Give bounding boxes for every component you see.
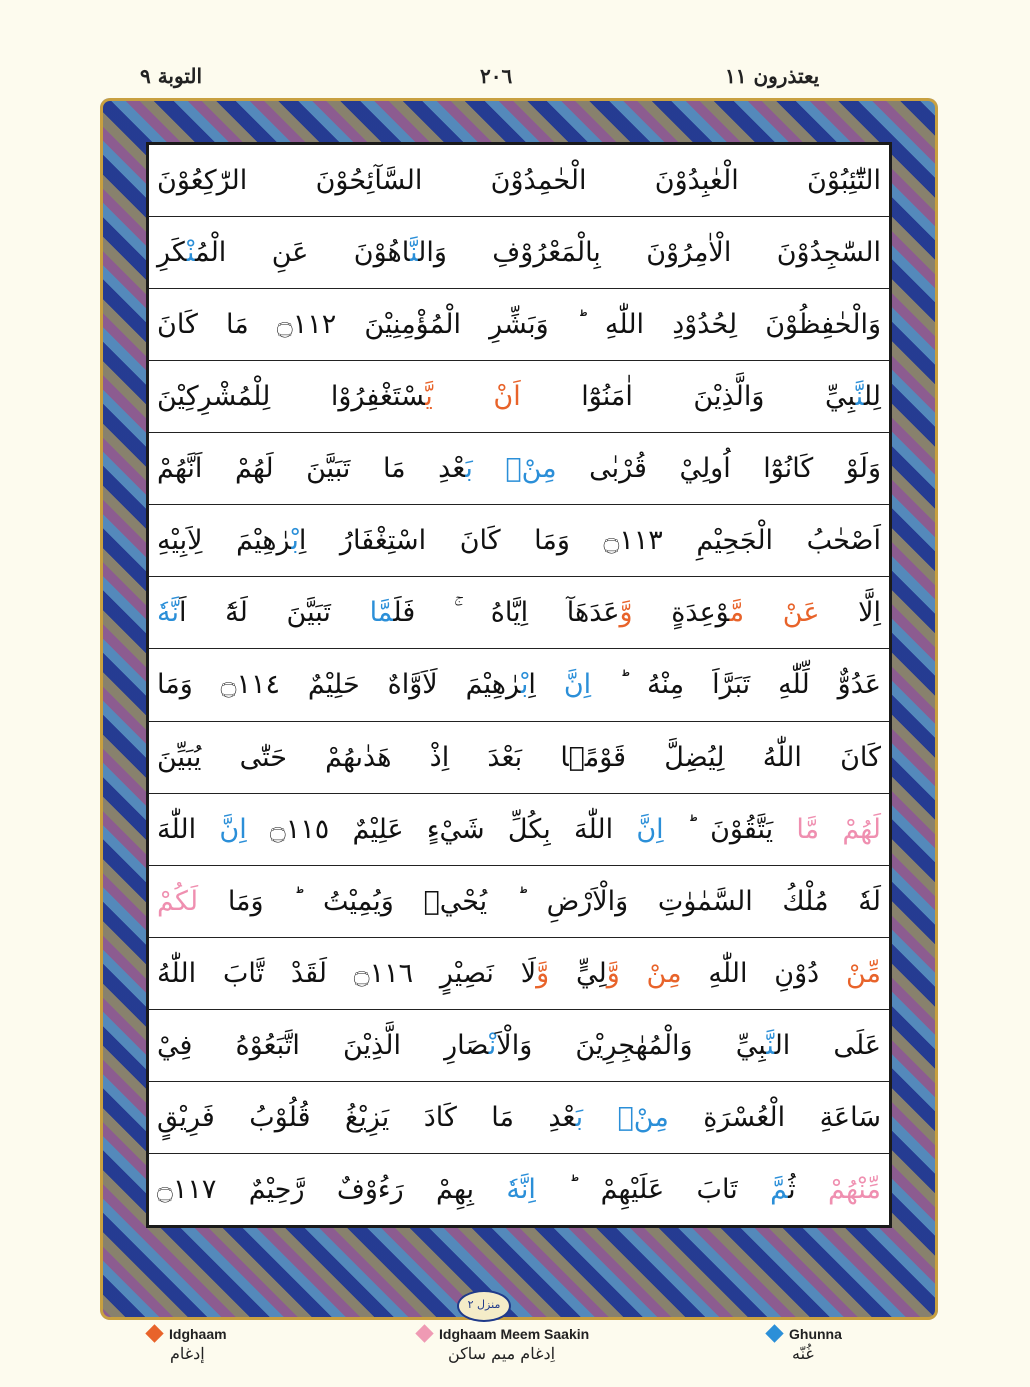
- text-line: [149, 722, 889, 794]
- text-segment: اهُوْنَ عَنِ الْمُ: [194, 237, 410, 269]
- text-segment: صَارِ الَّذِيْنَ اتَّبَعُوْهُ فِيْ: [157, 1029, 489, 1061]
- text-line: [149, 577, 889, 649]
- text-line: [149, 1010, 889, 1082]
- text-segment: اِلَّا: [819, 596, 881, 628]
- text-segment: سْتَغْفِرُوْا لِلْمُشْرِكِيْنَ: [157, 381, 426, 413]
- surah-name: التوبة ٩: [140, 64, 203, 88]
- text-segment: وْعِدَةٍ: [632, 596, 730, 628]
- tajweed-highlight: لَهُمْ مَّا: [796, 813, 881, 845]
- text-line: [149, 794, 889, 866]
- tajweed-highlight: وَّ: [619, 596, 633, 628]
- manzil-medallion: منزل ٢: [457, 1290, 511, 1322]
- legend-label: Idghaam: [169, 1326, 227, 1342]
- text-line: [149, 649, 889, 721]
- tajweed-highlight: مِنْۢ بَ: [465, 453, 557, 485]
- diamond-icon: [145, 1324, 163, 1342]
- tajweed-highlight: نَّ: [855, 381, 864, 413]
- tajweed-highlight: نْ: [488, 1029, 497, 1061]
- tajweed-highlight: نَّ: [409, 237, 419, 269]
- tajweed-highlight: مَّ: [770, 1173, 789, 1205]
- text-line: [149, 217, 889, 289]
- tajweed-highlight: مِنْ وَّ: [606, 957, 682, 989]
- text-segment: لَهٗ مُلْكُ السَّمٰوٰتِ وَالْاَرْضِ ؕ يُحْيٖ وَيُمِيْتُ ؕ وَمَا: [198, 885, 881, 917]
- verse-text: [157, 886, 881, 917]
- tajweed-highlight: اِنَّ: [636, 813, 664, 845]
- tajweed-highlight: عَنْ مَّ: [729, 596, 820, 628]
- text-segment: السّٰجِدُوْنَ الْاٰمِرُوْنَ بِالْمَعْرُوْفِ وَال: [418, 237, 881, 269]
- tajweed-highlight: مِّنْهُمْ: [827, 1173, 881, 1205]
- verse-text: [157, 597, 881, 629]
- text-line: [149, 505, 889, 577]
- text-segment: عَدُوٌّ لِّلّٰهِ تَبَرَّاَ مِنْهُ ؕ: [591, 669, 881, 701]
- verse-text: [157, 958, 881, 989]
- tajweed-highlight: بْ: [291, 525, 299, 557]
- tajweed-highlight: مِّنْ: [846, 957, 882, 989]
- text-segment: بِيِّ وَالَّذِيْنَ اٰمَنُوْٓا: [520, 381, 856, 413]
- text-segment: كَانَ اللّٰهُ لِيُضِلَّ قَوْمًۢا بَعْدَ اِذْ هَدٰىهُمْ حَتّٰى يُبَيِّنَ: [157, 741, 881, 773]
- verse-text: [157, 1030, 881, 1061]
- tajweed-highlight: نَّ: [766, 1029, 775, 1061]
- diamond-icon: [765, 1324, 783, 1342]
- text-segment: وَالْحٰفِظُوْنَ لِحُدُوْدِ اللّٰهِ ؕ وَبَشِّرِ الْمُؤْمِنِيْنَ ۝١١٢ مَا كَانَ: [157, 309, 881, 341]
- text-segment: عَدَهَآ اِيَّاهُ ۚ فَلَ: [393, 596, 620, 628]
- text-segment: سَاعَةِ الْعُسْرَةِ: [668, 1101, 881, 1133]
- tajweed-highlight: وَّ: [536, 957, 550, 989]
- legend-label-arabic: اِدغام میم ساکن: [448, 1344, 556, 1363]
- verse-text: [157, 1174, 881, 1205]
- text-segment: لَا نَصِيْرٍ ۝١١٦ لَقَدْ تَّابَ اللّٰهُ: [157, 957, 537, 989]
- verse-text: [157, 669, 881, 700]
- text-segment: بِهِمْ رَءُوْفٌ رَّحِيْمٌ ۝١١٧: [157, 1173, 507, 1205]
- legend-label-arabic: إدغام: [170, 1344, 205, 1363]
- legend-idghaam: [148, 1326, 227, 1363]
- text-line: [149, 1082, 889, 1154]
- text-segment: عَلَى ال: [774, 1029, 881, 1061]
- tajweed-highlight: لَكُمْ: [157, 885, 199, 917]
- legend-label: Ghunna: [789, 1326, 842, 1342]
- tajweed-highlight: اَنْ يَّ: [425, 381, 521, 413]
- text-segment: وَلَوْ كَانُوْٓا اُولِيْ قُرْبٰى: [556, 453, 881, 485]
- tajweed-highlight: مَّا: [369, 596, 394, 628]
- verse-text: [157, 381, 881, 412]
- text-segment: رٰهِيْمَ لَاَوَّاهٌ حَلِيْمٌ ۝١١٤ وَمَا: [157, 669, 521, 701]
- tajweed-highlight: مِنْۢ بَ: [575, 1101, 669, 1133]
- text-segment: اللّٰهَ: [157, 813, 220, 845]
- text-segment: ثُ: [788, 1173, 828, 1205]
- tajweed-highlight: نْ: [186, 237, 195, 269]
- page-number: ٢٠٦: [480, 64, 513, 88]
- text-line: [149, 866, 889, 938]
- tajweed-highlight: بْ: [520, 669, 529, 701]
- text-segment: عْدِ مَا تَبَيَّنَ لَهُمْ اَنَّهُمْ: [157, 453, 466, 485]
- text-segment: اَصْحٰبُ الْجَحِيْمِ ۝١١٣ وَمَا كَانَ اسْتِغْفَارُ اِ: [298, 525, 881, 557]
- tajweed-highlight: اِنَّهٗ: [506, 1173, 536, 1205]
- text-line: [149, 145, 889, 217]
- text-line: [149, 433, 889, 505]
- text-segment: دُوْنِ اللّٰهِ: [681, 957, 846, 989]
- verse-text: [157, 742, 881, 773]
- text-segment: التّٰٓئِبُوْنَ الْعٰبِدُوْنَ الْحٰمِدُوْنَ السَّآئِحُوْنَ الرّٰكِعُوْنَ: [157, 165, 881, 197]
- verse-text: [157, 453, 881, 484]
- text-segment: اللّٰهَ بِكُلِّ شَيْءٍ عَلِيْمٌ ۝١١٥: [246, 813, 637, 845]
- text-line: [149, 938, 889, 1010]
- text-line: [149, 361, 889, 433]
- text-segment: عْدِ مَا كَادَ يَزِيْغُ قُلُوْبُ فَرِيْقٍ: [157, 1101, 576, 1133]
- verse-text: [157, 814, 881, 845]
- text-segment: لِل: [863, 381, 881, 413]
- legend-label: Idghaam Meem Saakin: [439, 1326, 590, 1342]
- text-segment: تَبَيَّنَ لَهٗٓ اَ: [179, 596, 370, 628]
- legend-label-arabic: غُنّه: [792, 1344, 814, 1363]
- diamond-icon: [415, 1324, 433, 1342]
- legend-idghaam-meem-saakin: [418, 1326, 589, 1363]
- tajweed-highlight: نَّهٗ: [157, 596, 179, 628]
- text-segment: تَابَ عَلَيْهِمْ ؕ: [535, 1173, 771, 1205]
- text-line: [149, 289, 889, 361]
- tajweed-highlight: اِنَّ: [219, 813, 247, 845]
- text-segment: رٰهِيْمَ لِاَبِيْهِ: [157, 525, 292, 557]
- text-segment: لِيٍّ: [549, 957, 607, 989]
- legend-ghunna: [768, 1326, 842, 1363]
- text-line: [149, 1154, 889, 1225]
- tajweed-highlight: اِنَّ: [563, 669, 592, 701]
- verse-text: [157, 165, 881, 196]
- juz-name: يعتذرون ١١: [725, 64, 820, 88]
- text-segment: يَتَّقُوْنَ ؕ: [663, 813, 797, 845]
- text-segment: بِيِّ وَالْمُهٰجِرِيْنَ وَالْاَ: [496, 1029, 767, 1061]
- text-segment: كَرِ: [157, 237, 187, 269]
- text-segment: اِ: [528, 669, 564, 701]
- quran-text-block: [146, 142, 892, 1228]
- verse-text: [157, 525, 881, 556]
- verse-text: [157, 1102, 881, 1133]
- verse-text: [157, 237, 881, 268]
- verse-text: [157, 309, 881, 340]
